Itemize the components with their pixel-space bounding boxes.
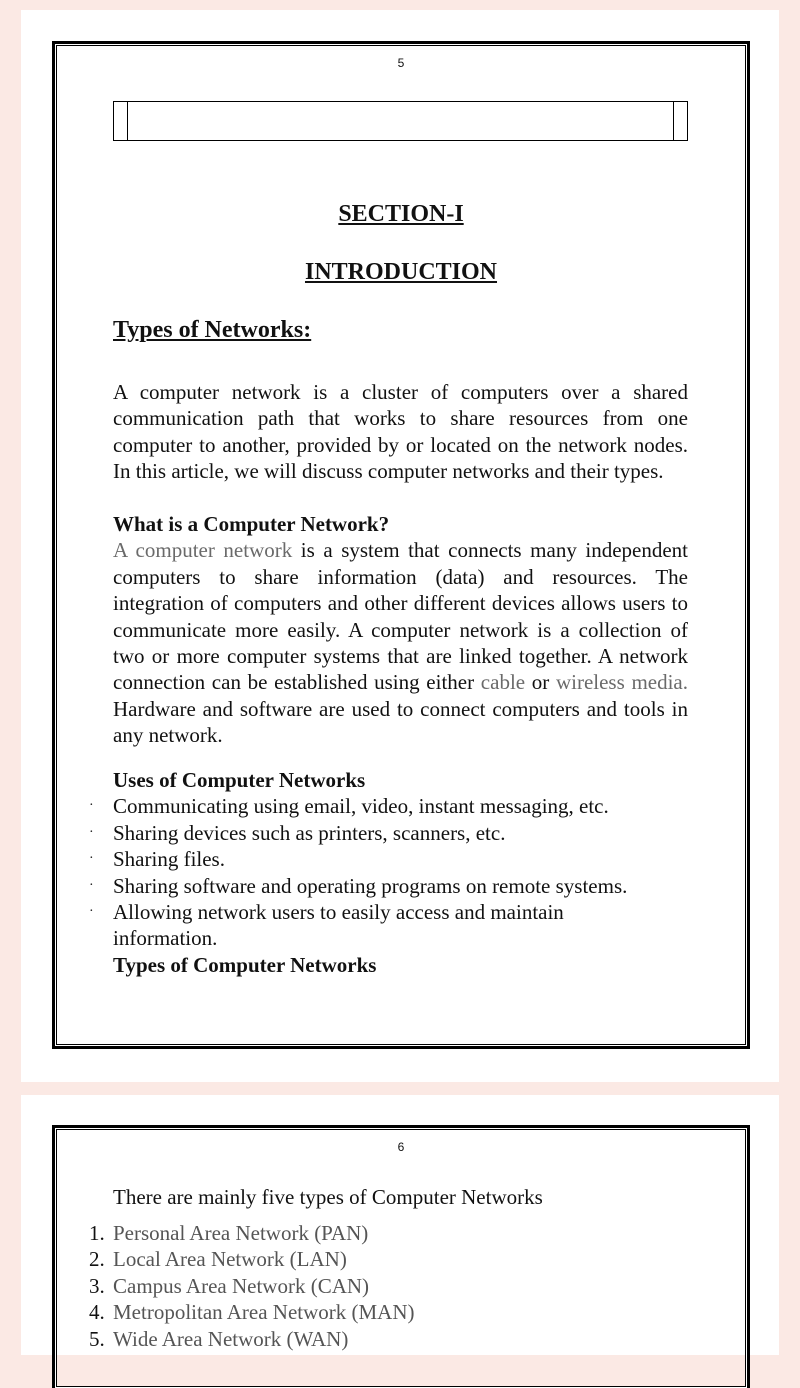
bullet-icon: · bbox=[89, 851, 94, 867]
page-number: 5 bbox=[397, 56, 405, 70]
document-page-5 bbox=[21, 10, 779, 1082]
list-number: 1. bbox=[89, 1221, 105, 1245]
network-types-list bbox=[89, 1220, 688, 1352]
introduction-title: INTRODUCTION bbox=[304, 259, 498, 285]
uses-heading: Uses of Computer Networks bbox=[113, 768, 366, 792]
list-item-text: Sharing software and operating programs on remote systems. bbox=[113, 873, 628, 898]
bullet-icon: · bbox=[89, 824, 94, 840]
five-types-intro: There are mainly five types of Computer Networks bbox=[113, 1185, 543, 1209]
list-item-text: Allowing network users to easily access and maintain information. bbox=[113, 900, 564, 951]
list-item-text: Sharing devices such as printers, scanners, etc. bbox=[113, 820, 506, 845]
paragraph-text: Hardware and software are used to connect computers and tools in any network. bbox=[113, 696, 688, 748]
list-number: 2. bbox=[89, 1247, 105, 1272]
list-number: 4. bbox=[89, 1300, 105, 1325]
list-item-text: Communicating using email, video, instant messaging, etc. bbox=[113, 794, 609, 819]
paragraph-text: or bbox=[525, 670, 556, 695]
list-item bbox=[89, 820, 688, 846]
bullet-icon: · bbox=[89, 904, 94, 920]
page-border bbox=[52, 41, 750, 1049]
what-is-network-paragraph bbox=[113, 537, 688, 748]
page-border bbox=[52, 1125, 750, 1388]
list-number: 3. bbox=[89, 1273, 105, 1298]
intro-paragraph: A computer network is a cluster of computers over a shared communication path that works to share resources from one computer to another, provided by or located on the network nodes. In this article, we will discuss computer networks and their types. bbox=[113, 380, 688, 484]
uses-list bbox=[89, 793, 688, 951]
network-type-link[interactable]: Campus Area Network (CAN) bbox=[113, 1273, 370, 1298]
what-is-network-heading: What is a Computer Network? bbox=[113, 512, 390, 536]
list-item bbox=[89, 1220, 688, 1246]
section-title: SECTION-I bbox=[338, 201, 464, 227]
document-page-6 bbox=[21, 1095, 779, 1355]
wireless-media-link[interactable]: wireless media. bbox=[555, 670, 689, 695]
cable-link[interactable]: cable bbox=[480, 670, 526, 695]
header-box bbox=[113, 101, 688, 141]
list-item bbox=[89, 1326, 688, 1352]
computer-network-link[interactable]: A computer network bbox=[113, 538, 293, 563]
network-type-link[interactable]: Personal Area Network (PAN) bbox=[113, 1221, 369, 1245]
list-item-text: Sharing files. bbox=[113, 847, 225, 872]
bullet-icon: · bbox=[89, 798, 94, 814]
list-item bbox=[89, 1299, 688, 1325]
network-type-link[interactable]: Metropolitan Area Network (MAN) bbox=[113, 1300, 415, 1325]
list-item bbox=[89, 1246, 688, 1272]
network-type-link[interactable]: Wide Area Network (WAN) bbox=[113, 1326, 349, 1351]
list-item bbox=[89, 1273, 688, 1299]
list-item bbox=[89, 793, 688, 819]
network-type-link[interactable]: Local Area Network (LAN) bbox=[113, 1247, 347, 1272]
bullet-icon: · bbox=[89, 877, 94, 893]
types-of-computer-networks-heading: Types of Computer Networks bbox=[113, 952, 377, 977]
list-item bbox=[89, 846, 688, 872]
paragraph-text: is a system that connects many independent computers to share information (data) and resources. The integration of computers and other different devices allows users to communicate more easily. A computer network is a collection of two or more computer systems that are linked together. A network connection can be established using either bbox=[113, 538, 688, 695]
list-item bbox=[89, 899, 613, 952]
list-number: 5. bbox=[89, 1326, 105, 1351]
list-item bbox=[89, 873, 688, 899]
types-of-networks-heading: Types of Networks: bbox=[113, 317, 312, 343]
page-number: 6 bbox=[397, 1140, 405, 1154]
